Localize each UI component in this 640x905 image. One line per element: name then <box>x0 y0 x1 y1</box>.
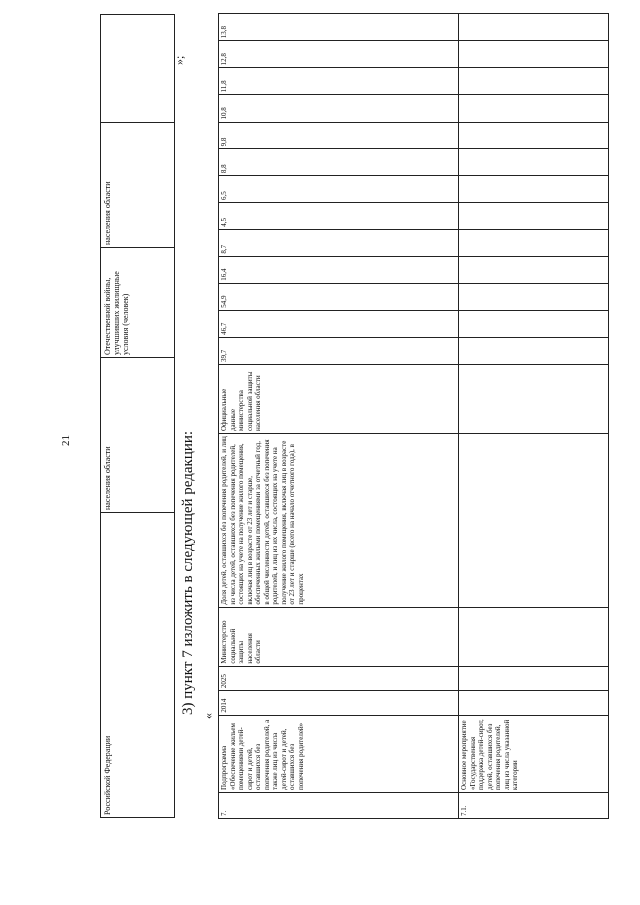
row-responsible <box>459 607 609 666</box>
row-value: 10,8 <box>219 95 459 122</box>
top-cell-3: Отечественной войны, улучшивших жилищные условия (человек) <box>101 248 175 358</box>
row-value <box>459 229 609 256</box>
row-value <box>459 14 609 41</box>
row-value <box>459 256 609 283</box>
row-value <box>459 41 609 68</box>
row-indicator <box>459 434 609 608</box>
quote-close: »; <box>172 55 186 65</box>
table-row <box>459 14 609 819</box>
top-cell-1: Российской Федерации <box>101 513 175 818</box>
section-heading: 3) пункт 7 изложить в следующей редакции: <box>180 430 196 715</box>
previous-table-fragment <box>100 14 175 818</box>
row-value: 9,8 <box>219 122 459 149</box>
row-value: 16,4 <box>219 256 459 283</box>
row-number: 7. <box>219 792 459 818</box>
top-cell-2: населения области <box>101 358 175 513</box>
row-value <box>459 122 609 149</box>
quote-open: « <box>201 713 215 719</box>
row-number: 7.1. <box>459 792 609 818</box>
row-value <box>459 337 609 364</box>
row-value: 54,9 <box>219 283 459 310</box>
row-name: Основное мероприятие «Государственная поддержка детей-сирот, детей, оставшихся без попечения родителей, лиц из числа указанной категории <box>459 715 609 792</box>
row-start: 2014 <box>219 691 459 716</box>
row-end <box>459 666 609 691</box>
row-value <box>459 176 609 203</box>
top-cell-4: населения области <box>101 123 175 248</box>
row-value: 46,7 <box>219 310 459 337</box>
row-value <box>459 149 609 176</box>
row-value: 8,7 <box>219 229 459 256</box>
row-value: 6,5 <box>219 176 459 203</box>
row-value <box>459 283 609 310</box>
row-name: Подпрограмма «Обеспечение жильем помещениями детей-сирот и детей, оставшихся без попечения родителей, а также лиц из числа детей-сирот и детей, оставшихся без попечения родителей» <box>219 715 459 792</box>
row-source: Официальные данные министерства социальной защиты населения области <box>219 365 459 434</box>
row-responsible: Министерство социальной защиты населения области <box>219 607 459 666</box>
row-start <box>459 691 609 716</box>
row-value <box>459 68 609 95</box>
row-value: 11,8 <box>219 68 459 95</box>
row-value <box>459 95 609 122</box>
row-source <box>459 365 609 434</box>
program-table <box>218 13 609 819</box>
page-number: 21 <box>60 435 72 446</box>
row-value: 13,8 <box>219 14 459 41</box>
row-value <box>459 202 609 229</box>
row-value: 39,7 <box>219 337 459 364</box>
top-cell-grid <box>101 15 175 123</box>
row-value: 4,5 <box>219 202 459 229</box>
row-indicator: Доля детей, оставшихся без попечения родителей, и лиц из числа детей, оставшихся без попечения родителей, состоящих на учете на получение жилого помещения, включая лиц в возрасте от 23 лет и старше, обеспеченных жилыми помещениями за отчетный год, в общей численности детей, оставшихся без попечения родителей, и лиц из их числа, состоящих на учете на получение жилого помещения, включая лиц в возрасте от 23 лет и старше (всего на начало отчетного года), в процентах <box>219 434 459 608</box>
row-value <box>459 310 609 337</box>
table-row <box>219 14 459 819</box>
row-end: 2025 <box>219 666 459 691</box>
row-value: 12,8 <box>219 41 459 68</box>
row-value: 8,8 <box>219 149 459 176</box>
